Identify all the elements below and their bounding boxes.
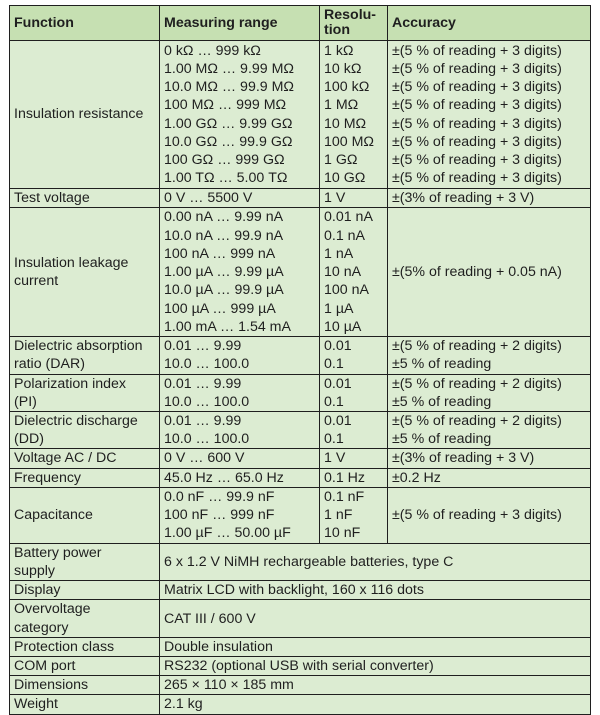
resolution-line: 0.1 nA (324, 227, 366, 244)
range-line: 10.0 … 100.0 (164, 393, 250, 410)
cell-function: Weight (10, 695, 160, 714)
row-protection (10, 637, 591, 656)
header-resolution (320, 6, 388, 41)
function-line: Polarization index (14, 375, 126, 392)
accuracy-line: ±5 % of reading (392, 393, 492, 410)
row-dd (10, 412, 591, 449)
cell-value: Double insulation (160, 637, 591, 656)
header-row (10, 6, 591, 41)
resolution-line: 0.1 nF (324, 489, 365, 506)
range-line: 100 nF … 999 nF (164, 507, 275, 524)
cell-function (10, 374, 160, 411)
cell-function: Dimensions (10, 676, 160, 695)
function-line: (PI) (14, 393, 37, 410)
accuracy-line: ±5 % of reading (392, 431, 492, 448)
cell-function: Display (10, 581, 160, 600)
cell-resolutions (320, 208, 388, 337)
resolution-line: 10 nF (324, 525, 361, 542)
cell-ranges (160, 208, 320, 337)
range-line: 0.00 nA … 9.99 nA (164, 209, 284, 226)
cell-value: 2.1 kg (160, 695, 591, 714)
resolution-line: 0.01 nA (324, 209, 373, 226)
cell-ranges (160, 337, 320, 374)
cell-range: 45.0 Hz … 65.0 Hz (160, 468, 320, 487)
range-line: 10.0 µA … 99.9 µA (164, 282, 284, 299)
cell-accuracies (388, 41, 591, 189)
function-line: Dielectric discharge (14, 413, 138, 430)
resolution-line: 1 MΩ (324, 97, 359, 114)
accuracy-line: ±(5 % of reading + 3 digits) (392, 97, 562, 114)
resolution-line: 0.1 (324, 356, 344, 373)
cell-resolutions (320, 337, 388, 374)
accuracy-line: ±(5 % of reading + 3 digits) (392, 60, 562, 77)
range-line: 0.01 … 9.99 (164, 375, 242, 392)
cell-function: Frequency (10, 468, 160, 487)
resolution-line: 100 nA (324, 282, 369, 299)
range-line: 1.00 MΩ … 9.99 MΩ (164, 60, 295, 77)
cell-resolution: 1 V (320, 449, 388, 468)
cell-accuracy: ±(3% of reading + 3 V) (388, 449, 591, 468)
function-line: current (14, 273, 59, 290)
function-line: Dielectric absorption (14, 338, 143, 355)
row-frequency (10, 468, 591, 487)
accuracy-line: ±(5 % of reading + 3 digits) (392, 42, 562, 59)
cell-function: Capacitance (10, 487, 160, 543)
range-line: 1.00 TΩ … 5.00 TΩ (164, 170, 288, 187)
cell-value: RS232 (optional USB with serial converter) (160, 657, 591, 676)
resolution-line: 1 kΩ (324, 42, 354, 59)
range-line: 0.0 nF … 99.9 nF (164, 489, 275, 506)
range-line: 1.00 mA … 1.54 mA (164, 318, 291, 335)
row-com-port (10, 657, 591, 676)
resolution-line: 10 GΩ (324, 170, 366, 187)
row-weight (10, 695, 591, 714)
range-line: 100 GΩ … 999 GΩ (164, 151, 285, 168)
range-line: 1.00 µA … 9.99 µA (164, 264, 284, 281)
range-line: 10.0 GΩ … 99.9 GΩ (164, 133, 293, 150)
row-leakage-current (10, 208, 591, 337)
accuracy-line: ±(5 % of reading + 3 digits) (392, 133, 562, 150)
cell-function (10, 600, 160, 637)
cell-accuracies (388, 337, 591, 374)
function-line: (DD) (14, 431, 44, 448)
cell-accuracy: ±(5 % of reading + 3 digits) (388, 487, 591, 543)
cell-resolutions (320, 374, 388, 411)
resolution-line: 1 GΩ (324, 151, 358, 168)
resolution-line: 0.1 (324, 393, 344, 410)
cell-function: Insulation resistance (10, 41, 160, 189)
row-test-voltage (10, 189, 591, 208)
range-line: 10.0 MΩ … 99.9 MΩ (164, 79, 295, 96)
cell-function (10, 208, 160, 337)
cell-value: Matrix LCD with backlight, 160 x 116 dots (160, 581, 591, 600)
cell-accuracy: ±0.2 Hz (388, 468, 591, 487)
cell-ranges (160, 374, 320, 411)
spec-table-container (9, 5, 591, 715)
resolution-line: 0.01 (324, 413, 352, 430)
range-line: 100 MΩ … 999 MΩ (164, 97, 287, 114)
range-line: 10.0 nA … 99.9 nA (164, 227, 284, 244)
resolution-line: 10 MΩ (324, 115, 367, 132)
function-line: Battery power (14, 544, 102, 561)
cell-resolutions (320, 412, 388, 449)
cell-ranges (160, 41, 320, 189)
cell-ranges (160, 487, 320, 543)
range-line: 0.01 … 9.99 (164, 338, 242, 355)
function-line: Overvoltage (14, 601, 91, 618)
range-line: 10.0 … 100.0 (164, 431, 250, 448)
range-line: 1.00 GΩ … 9.99 GΩ (164, 115, 293, 132)
range-line: 0 kΩ … 999 kΩ (164, 42, 261, 59)
row-battery (10, 543, 591, 580)
range-line: 100 nA … 999 nA (164, 245, 276, 262)
range-line: 1.00 µF … 50.00 µF (164, 525, 291, 542)
function-line: ratio (DAR) (14, 356, 85, 373)
function-line: supply (14, 563, 56, 580)
resolution-line: 0.1 (324, 431, 344, 448)
resolution-line: 10 µA (324, 318, 362, 335)
accuracy-line: ±(5 % of reading + 2 digits) (392, 338, 562, 355)
header-resolution-line2: tion (324, 22, 350, 38)
function-line: Insulation leakage (14, 255, 129, 271)
cell-range: 0 V … 600 V (160, 449, 320, 468)
cell-function: Test voltage (10, 189, 160, 208)
cell-accuracy: ±(3% of reading + 3 V) (388, 189, 591, 208)
header-measuring-range: Measuring range (160, 6, 320, 41)
resolution-line: 1 nA (324, 245, 354, 262)
accuracy-line: ±(5 % of reading + 3 digits) (392, 115, 562, 132)
range-line: 10.0 … 100.0 (164, 356, 250, 373)
cell-function: Protection class (10, 637, 160, 656)
cell-resolutions (320, 41, 388, 189)
resolution-line: 1 nF (324, 507, 353, 524)
cell-accuracy: ±(5% of reading + 0.05 nA) (388, 208, 591, 337)
range-line: 0.01 … 9.99 (164, 413, 242, 430)
cell-value: 265 × 110 × 185 mm (160, 676, 591, 695)
cell-resolutions (320, 487, 388, 543)
cell-ranges (160, 412, 320, 449)
cell-function: Voltage AC / DC (10, 449, 160, 468)
header-accuracy: Accuracy (388, 6, 591, 41)
specifications-table (9, 5, 591, 715)
cell-function (10, 412, 160, 449)
cell-resolution: 1 V (320, 189, 388, 208)
accuracy-line: ±(5 % of reading + 3 digits) (392, 79, 562, 96)
row-overvoltage (10, 600, 591, 637)
row-display (10, 581, 591, 600)
row-capacitance (10, 487, 591, 543)
function-line: category (14, 619, 69, 636)
range-line: 100 µA … 999 µA (164, 300, 276, 317)
accuracy-line: ±(5 % of reading + 2 digits) (392, 375, 562, 392)
row-voltage (10, 449, 591, 468)
resolution-line: 0.01 (324, 375, 352, 392)
resolution-line: 0.01 (324, 338, 352, 355)
accuracy-line: ±(5 % of reading + 3 digits) (392, 170, 562, 187)
accuracy-line: ±(5 % of reading + 2 digits) (392, 413, 562, 430)
resolution-line: 10 kΩ (324, 60, 362, 77)
cell-function (10, 337, 160, 374)
row-dimensions (10, 676, 591, 695)
resolution-line: 1 µA (324, 300, 354, 317)
cell-resolution: 0.1 Hz (320, 468, 388, 487)
cell-range: 0 V … 5500 V (160, 189, 320, 208)
header-resolution-line1: Resolu- (324, 7, 377, 23)
cell-function: COM port (10, 657, 160, 676)
row-dar (10, 337, 591, 374)
cell-value: CAT III / 600 V (160, 600, 591, 637)
accuracy-line: ±(5 % of reading + 3 digits) (392, 151, 562, 168)
header-function: Function (10, 6, 160, 41)
row-pi (10, 374, 591, 411)
cell-accuracies (388, 374, 591, 411)
resolution-line: 100 kΩ (324, 79, 370, 96)
resolution-line: 10 nA (324, 264, 362, 281)
cell-function (10, 543, 160, 580)
row-insulation-resistance (10, 41, 591, 189)
cell-accuracies (388, 412, 591, 449)
cell-value: 6 x 1.2 V NiMH rechargeable batteries, type C (160, 543, 591, 580)
accuracy-line: ±5 % of reading (392, 356, 492, 373)
resolution-line: 100 MΩ (324, 133, 375, 150)
